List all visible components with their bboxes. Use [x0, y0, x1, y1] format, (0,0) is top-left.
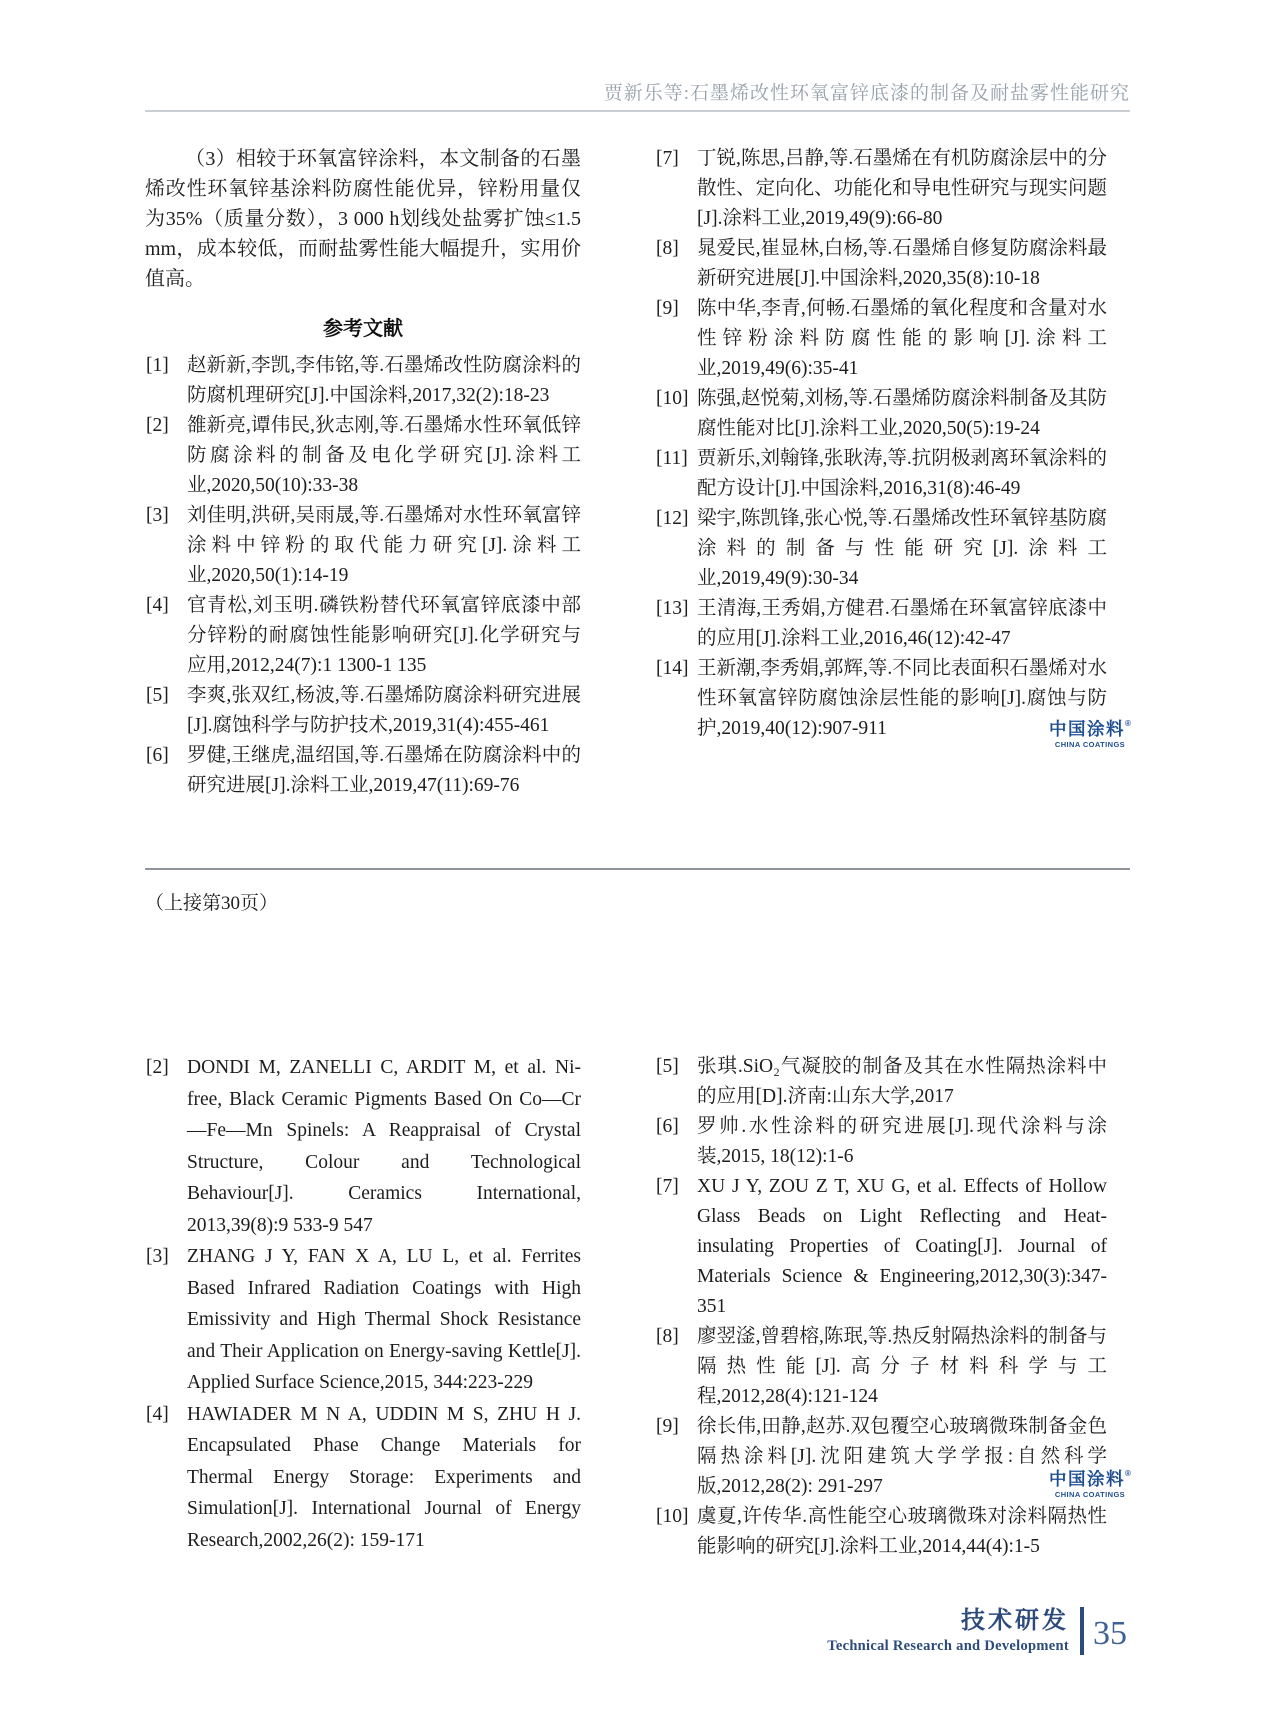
reference-text: 廖翌滏,曾碧榕,陈珉,等.热反射隔热涂料的制备与隔热性能[J].高分子材料科学与工程,2012,28(4):121-124	[697, 1326, 1107, 1407]
reference-text: 赵新新,李凯,李伟铭,等.石墨烯改性防腐涂料的防腐机理研究[J].中国涂料,2017,32(2):18-23	[187, 355, 581, 406]
reference-list-right	[655, 144, 1107, 744]
footer-section-name-en: Technical Research and Development	[827, 1638, 1069, 1654]
header-divider	[145, 110, 1130, 112]
references-heading: 参考文献	[323, 318, 403, 340]
reference-number: [5]	[146, 685, 169, 706]
reference-number: [8]	[656, 238, 679, 259]
logo-cn-text: 中国涂料	[1049, 1469, 1126, 1489]
reference-text: 丁锐,陈思,吕静,等.石墨烯在有机防腐涂层中的分散性、定向化、功能化和导电性研究与现实问题[J].涂料工业,2019,49(9):66-80	[697, 148, 1107, 229]
reference-text: DONDI M, ZANELLI C, ARDIT M, et al. Ni-free, Black Ceramic Pigments Based On Co—Cr—Fe—Mn Spinels: A Reappraisal of Crystal Structure, Colour and Technological Behaviour[J]. Ceramics International, 2013,39(8):9 533-9 547	[187, 1057, 581, 1236]
reference-item	[655, 144, 1107, 234]
reference-item	[655, 1052, 1107, 1112]
reference-text: 罗帅.水性涂料的研究进展[J].现代涂料与涂装,2015, 18(12):1-6	[697, 1116, 1107, 1167]
reference-number: [4]	[146, 595, 169, 616]
registered-mark-icon: ®	[1125, 719, 1131, 728]
reference-number: [13]	[656, 598, 689, 619]
footer-divider-bar	[1080, 1607, 1084, 1655]
reference-item	[145, 591, 581, 681]
china-coatings-logo-cn	[1044, 720, 1136, 739]
reference-item	[655, 594, 1107, 654]
column-right-continued-references	[655, 1052, 1107, 1562]
page-footer	[827, 1600, 1127, 1655]
china-coatings-logo	[1044, 720, 1136, 750]
china-coatings-logo	[1044, 1470, 1136, 1500]
reference-item	[655, 1502, 1107, 1562]
reference-item	[145, 351, 581, 411]
reference-item	[145, 1399, 581, 1557]
reference-text: HAWIADER M N A, UDDIN M S, ZHU H J. Encapsulated Phase Change Materials for Thermal Energy Storage: Experiments and Simulation[J]. International Journal of Energy Research,2002,26(2): 159-171	[187, 1403, 581, 1551]
reference-item	[145, 1052, 581, 1241]
reference-text: 张琪.SiO₂气凝胶的制备及其在水性隔热涂料中的应用[D].济南:山东大学,2017	[697, 1056, 1107, 1107]
reference-text: 晁爱民,崔显林,白杨,等.石墨烯自修复防腐涂料最新研究进展[J].中国涂料,2020,35(8):10-18	[697, 238, 1107, 289]
reference-item	[655, 504, 1107, 594]
reference-number: [9]	[656, 1416, 679, 1437]
reference-number: [8]	[656, 1326, 679, 1347]
reference-text: 陈中华,李青,何畅.石墨烯的氧化程度和含量对水性锌粉涂料防腐性能的影响[J].涂料工业,2019,49(6):35-41	[697, 298, 1107, 379]
reference-number: [12]	[656, 508, 689, 529]
china-coatings-logo-en: CHINA COATINGS	[1054, 740, 1126, 750]
reference-item	[655, 1412, 1107, 1502]
reference-text: 徐长伟,田静,赵苏.双包覆空心玻璃微珠制备金色隔热涂料[J].沈阳建筑大学学报:自然科学版,2012,28(2): 291-297	[697, 1416, 1107, 1497]
reference-number: [6]	[146, 745, 169, 766]
footer-section-labels	[827, 1600, 1069, 1655]
reference-item	[655, 1322, 1107, 1412]
page-number: 35	[1093, 1615, 1127, 1652]
china-coatings-logo-en: CHINA COATINGS	[1054, 1490, 1126, 1500]
reference-item	[145, 741, 581, 801]
footer-section-name-cn: 技术研发	[961, 1607, 1069, 1634]
reference-number: [5]	[656, 1056, 679, 1077]
reference-text: 虞夏,许传华.高性能空心玻璃微珠对涂料隔热性能影响的研究[J].涂料工业,2014,44(4):1-5	[697, 1506, 1107, 1557]
continued-from-note: （上接第30页）	[145, 893, 279, 914]
continued-reference-list-left	[145, 1052, 581, 1556]
column-right-references	[655, 144, 1107, 744]
reference-number: [3]	[146, 1246, 169, 1267]
reference-number: [1]	[146, 355, 169, 376]
reference-item	[655, 654, 1107, 744]
continued-reference-list-right	[655, 1052, 1107, 1562]
reference-item	[655, 234, 1107, 294]
reference-number: [10]	[656, 388, 689, 409]
running-header: 贾新乐等:石墨烯改性环氧富锌底漆的制备及耐盐雾性能研究	[603, 83, 1130, 104]
reference-item	[145, 411, 581, 501]
reference-text: 雒新亮,谭伟民,狄志刚,等.石墨烯水性环氧低锌防腐涂料的制备及电化学研究[J].涂料工业,2020,50(10):33-38	[187, 415, 581, 496]
reference-text: 王清海,王秀娟,方健君.石墨烯在环氧富锌底漆中的应用[J].涂料工业,2016,46(12):42-47	[697, 598, 1107, 649]
reference-text: 官青松,刘玉明.磷铁粉替代环氧富锌底漆中部分锌粉的耐腐蚀性能影响研究[J].化学研究与应用,2012,24(7):1 1300-1 135	[187, 595, 581, 676]
reference-number: [3]	[146, 505, 169, 526]
reference-item	[655, 384, 1107, 444]
reference-number: [2]	[146, 415, 169, 436]
reference-number: [10]	[656, 1506, 689, 1527]
reference-item	[655, 444, 1107, 504]
conclusion-paragraph: （3）相较于环氧富锌涂料，本文制备的石墨烯改性环氧锌基涂料防腐性能优异，锌粉用量仅为35%（质量分数），3 000 h划线处盐雾扩蚀≤1.5 mm，成本较低，而耐盐雾性能大幅提升，实用价值高。	[145, 148, 581, 290]
reference-item	[145, 501, 581, 591]
reference-item	[655, 294, 1107, 384]
reference-text: 罗健,王继虎,温绍国,等.石墨烯在防腐涂料中的研究进展[J].涂料工业,2019,47(11):69-76	[187, 745, 581, 796]
reference-number: [11]	[656, 448, 688, 469]
column-left-references	[145, 144, 581, 801]
reference-number: [14]	[656, 658, 689, 679]
reference-number: [2]	[146, 1057, 169, 1078]
logo-cn-text: 中国涂料	[1049, 719, 1126, 739]
reference-number: [7]	[656, 1176, 679, 1197]
reference-item	[655, 1172, 1107, 1322]
reference-text: 王新潮,李秀娟,郭辉,等.不同比表面积石墨烯对水性环氧富锌防腐蚀涂层性能的影响[J].腐蚀与防护,2019,40(12):907-911	[697, 658, 1107, 739]
section-divider	[145, 868, 1130, 870]
reference-number: [6]	[656, 1116, 679, 1137]
reference-number: [9]	[656, 298, 679, 319]
registered-mark-icon: ®	[1125, 1469, 1131, 1478]
reference-text: 梁宇,陈凯锋,张心悦,等.石墨烯改性环氧锌基防腐涂料的制备与性能研究[J].涂料工业,2019,49(9):30-34	[697, 508, 1107, 589]
column-left-continued-references	[145, 1052, 581, 1556]
reference-text: 刘佳明,洪研,吴雨晟,等.石墨烯对水性环氧富锌涂料中锌粉的取代能力研究[J].涂料工业,2020,50(1):14-19	[187, 505, 581, 586]
reference-item	[655, 1112, 1107, 1172]
reference-text: 陈强,赵悦菊,刘杨,等.石墨烯防腐涂料制备及其防腐性能对比[J].涂料工业,2020,50(5):19-24	[697, 388, 1107, 439]
reference-text: 贾新乐,刘翰锋,张耿涛,等.抗阴极剥离环氧涂料的配方设计[J].中国涂料,2016,31(8):46-49	[697, 448, 1107, 499]
reference-item	[145, 1241, 581, 1399]
reference-text: XU J Y, ZOU Z T, XU G, et al. Effects of Hollow Glass Beads on Light Reflecting and Heat-insulating Properties of Coating[J]. Journal of Materials Science & Engineering,2012,30(3):347-351	[697, 1176, 1107, 1317]
china-coatings-logo-cn	[1044, 1470, 1136, 1489]
reference-number: [4]	[146, 1403, 169, 1425]
reference-item	[145, 681, 581, 741]
reference-number: [7]	[656, 148, 679, 169]
reference-text: ZHANG J Y, FAN X A, LU L, et al. Ferrites Based Infrared Radiation Coatings with High Emissivity and High Thermal Shock Resistance and Their Application on Energy-saving Kettle[J]. Applied Surface Science,2015, 344:223-229	[187, 1246, 581, 1393]
reference-text: 李爽,张双红,杨波,等.石墨烯防腐涂料研究进展[J].腐蚀科学与防护技术,2019,31(4):455-461	[187, 685, 581, 736]
reference-list-left	[145, 351, 581, 801]
